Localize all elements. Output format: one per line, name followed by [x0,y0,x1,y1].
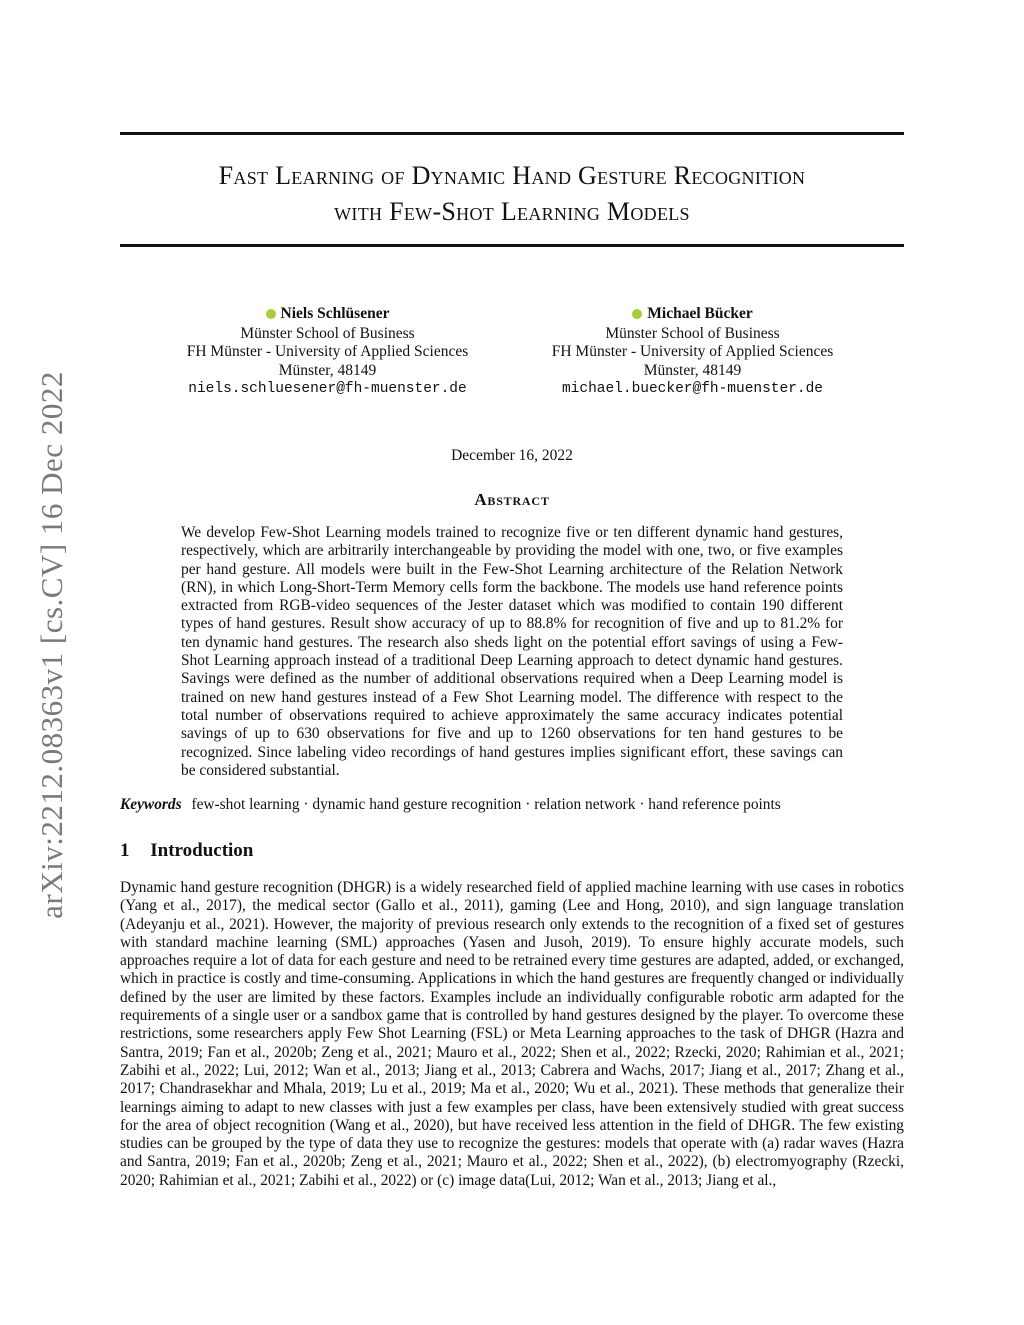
title-line-1: Fast Learning of Dynamic Hand Gesture Recognition [218,161,806,190]
abstract-heading: Abstract [474,490,550,509]
author-affiliation: Münster School of Business [240,324,415,342]
arxiv-side-stamp [32,350,72,940]
author-name-1 [266,305,390,324]
author-name-2 [632,305,752,324]
author-affiliation: FH Münster - University of Applied Sciences [551,343,834,361]
author-block-1 [160,305,495,399]
keywords-line [120,796,904,814]
author-affiliation: Münster School of Business [605,324,780,342]
author-block-2 [525,305,860,399]
keywords-text: few-shot learning · dynamic hand gesture recognition · relation network · hand reference points [191,796,781,813]
author-email[interactable]: michael.buecker@fh-muenster.de [561,381,824,398]
author-affiliation: FH Münster - University of Applied Sciences [186,343,469,361]
orcid-icon[interactable] [266,309,276,319]
introduction-text: Dynamic hand gesture recognition (DHGR) is a widely researched field of applied machine learning with use cases in robotics (Yang et al., 2017), the medical sector (Gallo et al., 2011), gaming (Lee and Hong, 2010), and sign language translation (Adeyanju et al., 2021). However, the majority of previous research only extends to the recognition of a fixed set of gestures with standard machine learning (SML) approaches (Yasen and Jusoh, 2019). To ensure highly accurate models, such approaches require a lot of data for each gesture and need to be retrained every time gestures are adapted, added, or exchanged, which in practice is costly and time-consuming. Applications in which the hand gestures are frequently changed or individually defined by the user are limited by these factors. Examples include an individually configurable robotic arm adapted for the requirements of a single user or a sandbox game that is controlled by hand gestures designed by the player. To overcome these restrictions, some researchers apply Few Shot Learning (FSL) or Meta Learning approaches to the task of DHGR (Hazra and Santra, 2019; Fan et al., 2020b; Zeng et al., 2021; Mauro et al., 2022; Shen et al., 2022; Rzecki, 2020; Rahimian et al., 2021; Zabihi et al., 2022; Lui, 2012; Wan et al., 2013; Jiang et al., 2013; Cabrera and Wachs, 2017; Jiang et al., 2017; Zhang et al., 2017; Chandrasekhar and Mhala, 2019; Lu et al., 2019; Ma et al., 2020; Wu et al., 2021). These methods that generalize their learnings aiming to adapt to new classes with just a few examples per class, have been extensively studied with great success for the area of object recognition (Wang et al., 2020), but have received less attention in the field of DHGR. The few existing studies can be grouped by the type of data they use to recognize the gestures: models that operate with (a) radar waves (Hazra and Santra, 2019; Fan et al., 2020b; Zeng et al., 2021; Mauro et al., 2022; Shen et al., 2022), (b) electromyography (Rzecki, 2020; Rahimian et al., 2021; Zabihi et al., 2022) or (c) image data(Lui, 2012; Wan et al., 2013; Jiang et al., [120,879,904,1189]
abstract-text: We develop Few-Shot Learning models trained to recognize five or ten different dynamic hand gestures, respectively, which are arbitrarily interchangeable by providing the model with one, two, or five examples per hand gesture. All models were built in the Few-Shot Learning architecture of the Relation Network (RN), in which Long-Short-Term Memory cells form the backbone. The models use hand reference points extracted from RGB-video sequences of the Jester dataset which was modified to contain 190 different types of hand gestures. Result show accuracy of up to 88.8% for recognition of five and up to 81.2% for ten dynamic hand gestures. The research also sheds light on the potential effort savings of using a Few-Shot Learning approach instead of a traditional Deep Learning approach to detect dynamic hand gestures. Savings were defined as the number of additional observations required when a Deep Learning model is trained on new hand gestures instead of a Few Shot Learning model. The difference with respect to the total number of observations required to achieve approximately the same accuracy indicates potential savings of up to 630 observations for five and up to 1260 observations for ten hand gestures to be recognized. Since labeling video recordings of hand gestures implies significant effort, these savings can be considered substantial. [181,524,843,779]
section-heading-introduction [120,840,253,862]
author-name-text: Michael Bücker [647,305,753,322]
title-line-2: with Few-Shot Learning Models [334,197,690,226]
orcid-icon[interactable] [632,309,642,319]
author-city: Münster, 48149 [278,361,377,379]
arxiv-identifier: arXiv:2212.08363v1 [cs.CV] 16 Dec 2022 [34,371,70,919]
section-number: 1 [120,840,130,861]
paper-title [120,158,904,230]
title-rule-top [120,132,904,135]
author-city: Münster, 48149 [643,361,742,379]
paper-date: December 16, 2022 [451,447,573,464]
author-name-text: Niels Schlüsener [280,305,390,322]
keywords-label: Keywords [120,796,182,813]
title-rule-bottom [120,244,904,247]
author-email[interactable]: niels.schluesener@fh-muenster.de [188,381,467,398]
section-title: Introduction [150,840,254,861]
